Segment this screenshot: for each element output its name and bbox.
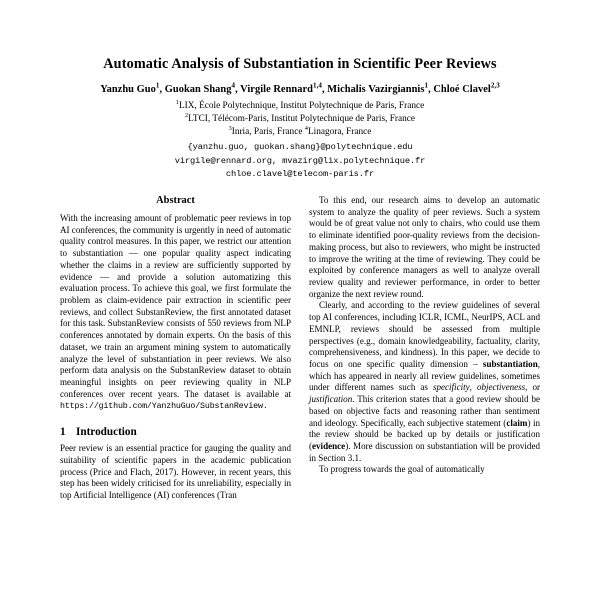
abstract-body: With the increasing amount of problematic peer reviews in top AI conferences, the community is urgently in need of automatic quality control measures. In this paper, we restrict our attention to substantiation — one popular quality aspect indicating whether the claims in a review are sufficiently supported by evidence — and provide a solution automatizing this evaluation process. To achieve this goal, we first formulate the problem as claim-evidence pair extraction in scientific peer reviews, and collect SubstanReview, the first annotated dataset for this task. SubstanReview consists of 550 reviews from NLP conferences annotated by domain experts. On the basis of this dataset, we train an argument mining system to automatically analyze the level of substantiation in peer reviews. We also perform data analysis on the SubstanReview dataset to obtain meaningful insights on peer reviewing quality in NLP conferences over recent years. The dataset is available at: [60, 212, 291, 399]
term-claim: claim: [506, 417, 528, 428]
abstract-paragraph: [60, 213, 291, 413]
right-paragraph-3-clip: [309, 464, 540, 476]
right-p2-segment-e: ). More discussion on substantiation will be provided in Section 3.1.: [309, 441, 540, 463]
email-line-1: {yanzhu.guo, guokan.shang}@polytechnique.edu: [187, 142, 413, 153]
email-line-2: virgile@rennard.org, mvazirg@lix.polytechnique.fr: [174, 155, 426, 166]
affiliation-list: [60, 98, 540, 140]
page-title: Automatic Analysis of Substantiation in Scientific Peer Reviews: [103, 56, 497, 72]
right-paragraph-3: To progress towards the goal of automatically: [319, 464, 485, 475]
affiliation-1: $^1$LIX, École Polytechnique, Institut Polytechnique de Paris, France: [175, 98, 425, 111]
right-p2-segment-a: Clearly, and according to the review guidelines of several top AI conferences, including ICLR, ICML, NeurIPS, ACL and EMNLP, reviews should be assessed from multiple perspectives (e.g., domain knowledgeability, factuality, clarity, comprehensiveness, and kindness). In this paper, we decide to focus on one specific quality dimension –: [309, 300, 540, 370]
body-columns: [60, 181, 540, 502]
right-p2-segment-b: , which has appeared in nearly all review guidelines, sometimes under different names such as: [309, 359, 540, 393]
term-objectiveness: objectiveness: [476, 382, 526, 393]
introduction-paragraph-1: Peer review is an essential practice for gauging the quality and suitability of scientific papers in the academic publication process (Price and Flach, 2017). However, in recent years, this step has been widely criticised for its unreliability, especially in top Artificial Intelligence (AI) conferences (Tran: [60, 443, 291, 501]
affiliation-3: $^3$Inria, Paris, France $^4$Linagora, France: [228, 125, 372, 138]
right-paragraph-2: [309, 300, 540, 464]
abstract-url-part-1: https:: [60, 402, 89, 412]
term-evidence: evidence: [312, 441, 346, 452]
abstract-heading: Abstract: [156, 194, 195, 206]
term-specificity: specificity: [432, 382, 470, 393]
section-title: Introduction: [76, 426, 137, 439]
affiliation-2: $^2$LTCI, Télécom-Paris, Institut Polytechnique de Paris, France: [184, 111, 416, 124]
right-column: [309, 195, 540, 502]
right-p2-sep-1: ,: [469, 382, 477, 393]
right-paragraph-1: To this end, our research aims to develop an automatic system to analyze the quality of peer reviews. Such a system would be of great value not only to chairs, who could use them to eliminate identified poor-quality reviews from the decision-making process, but also to reviewers, who might be instructed to improve the writing at the time of reviewing. They could be exploited by conference managers as well to analyze overall review quality and reviewer performance, in order to better organize the next review round.: [309, 194, 540, 299]
right-p2-segment-d: ) in the review should be backed up by details or justification (: [309, 417, 541, 452]
term-justification: justification: [309, 394, 353, 405]
left-column: [60, 195, 291, 502]
author-list: Yanzhu Guo$^1$, Guokan Shang$^4$, Virgile Rennard$^{1,4}$, Michalis Vazirgiannis$^1$, Chloé Clavel$^{2,3}$: [100, 81, 500, 96]
section-heading-introduction: [60, 413, 291, 443]
introduction-clip: [60, 443, 291, 502]
right-p2-segment-c: . This criterion states that a good review should be based on objective facts and reasoning rather than sentiment and ideology. Specifically, each subjective statement (: [309, 394, 540, 428]
email-line-3: chloe.clavel@telecom-paris.fr: [225, 168, 375, 179]
term-substantiation: substantiation: [482, 359, 538, 370]
email-list: [60, 139, 540, 181]
right-p2-sep-2: , or: [525, 382, 540, 393]
section-number: 1: [60, 426, 66, 439]
abstract-url-part-2: //github.com/YanzhuGuo/SubstanReview.: [88, 402, 268, 412]
